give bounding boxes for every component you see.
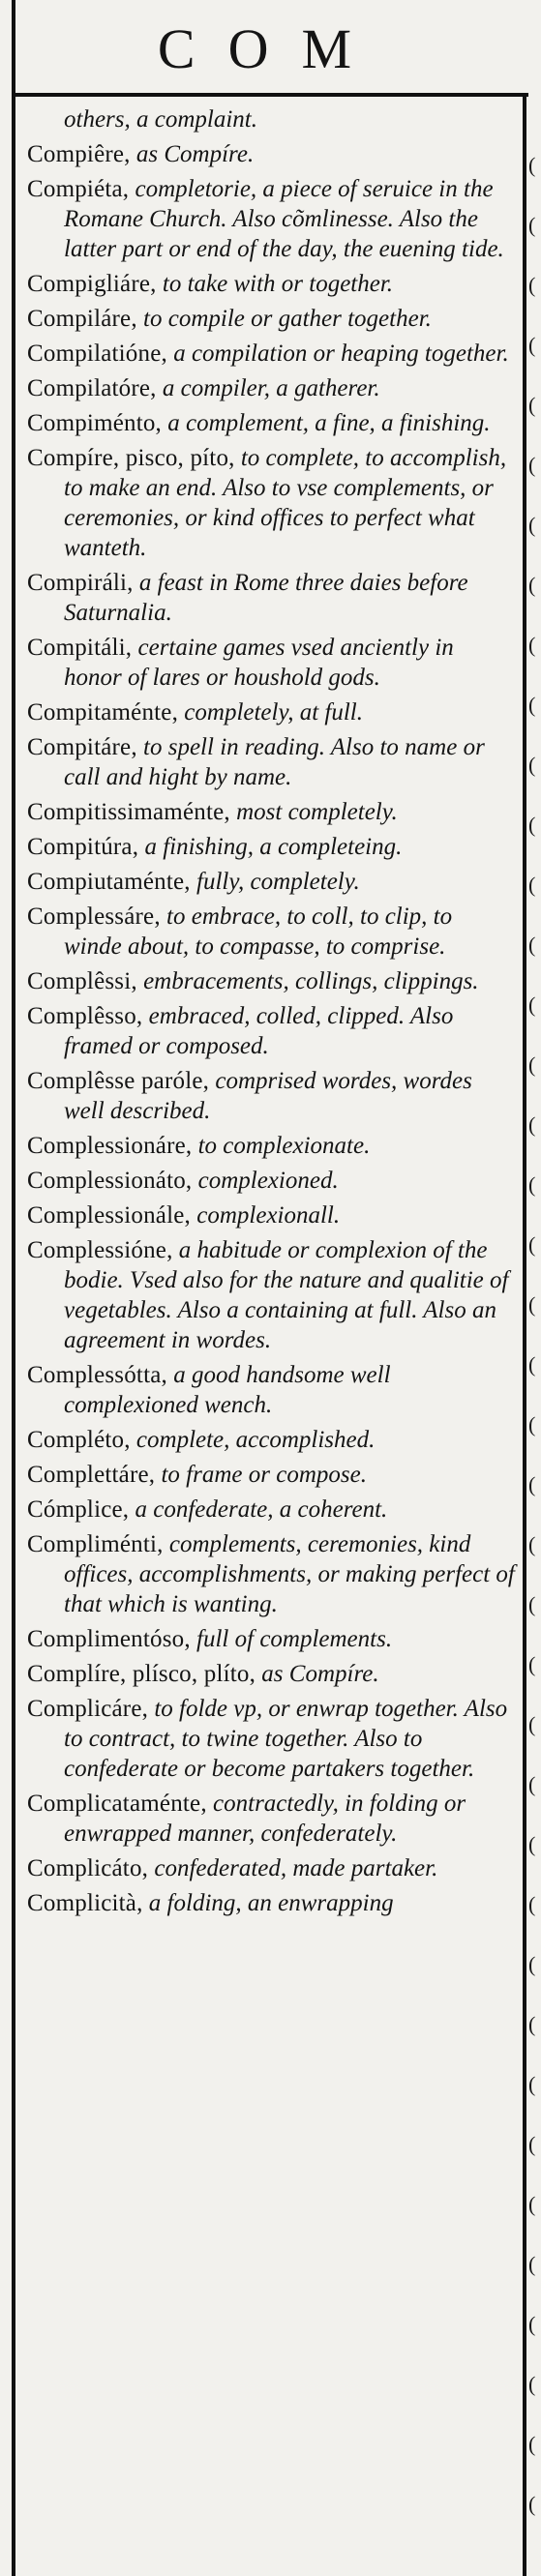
entry-definition: to take with or together. [162,271,394,297]
entry-headword: Compiláre, [27,306,137,332]
entry-headword: Compiéta, [27,176,130,202]
entry-definition: to compile or gather together. [143,306,432,332]
clipped-glyph: ( [528,1952,536,1976]
header-rule [12,93,528,97]
entry-headword: Compitaménte, [27,699,179,725]
entry-definition: certaine games vsed anciently in honor of lares or houshold gods. [64,635,454,691]
dictionary-entry [27,1789,516,1849]
entry-definition: as Compíre. [135,141,255,167]
entry-headword: Complicáto, [27,1855,149,1881]
dictionary-entry [27,373,516,403]
dictionary-entry [27,1888,516,1918]
entry-headword: Complêsso, [27,1003,143,1029]
clipped-glyph: ( [528,333,536,357]
dictionary-entry [27,1694,516,1784]
entry-headword: Complicataménte, [27,1791,207,1817]
dictionary-column [27,104,516,1923]
clipped-glyph: ( [528,2072,536,2096]
page-header [0,0,541,97]
clipped-glyph: ( [528,513,536,537]
dictionary-entry [27,139,516,169]
entry-definition: a confederate, a coherent. [135,1496,388,1523]
clipped-glyph: ( [528,693,536,717]
entry-headword: Complicáre, [27,1696,149,1722]
clipped-glyph: ( [528,2192,536,2216]
entry-definition: to embrace, to coll, to clip, to winde about, to compasse, to comprise. [64,903,453,960]
dictionary-entry [27,1131,516,1161]
clipped-glyph: ( [528,1052,536,1077]
clipped-glyph: ( [528,2252,536,2276]
entry-definition: others, a complaint. [64,106,257,133]
clipped-glyph: ( [528,1472,536,1496]
dictionary-entry [27,732,516,792]
dictionary-entry [27,1235,516,1355]
dictionary-entry [27,1529,516,1619]
clipped-glyph: ( [528,2132,536,2156]
entry-headword: Compilatióne, [27,341,167,367]
dictionary-entry [27,174,516,264]
entry-headword: Compitúra, [27,834,139,860]
clipped-glyph: ( [528,1892,536,1916]
clipped-glyph: ( [528,393,536,417]
entry-headword: Compitáli, [27,635,133,661]
right-column-rule [523,97,526,2576]
dictionary-entry [27,1624,516,1654]
dictionary-entry [27,1425,516,1455]
dictionary-entry [27,1360,516,1420]
entry-headword: Complêsse paróle, [27,1068,210,1094]
entry-definition: completorie, a piece of seruice in the Romane Church. Also cõmlinesse. Also the latter part or end of the day, the euening tide. [64,176,504,262]
entry-definition: complexioned. [197,1168,339,1194]
entry-headword: Compitissimaménte, [27,799,230,825]
entry-headword: Complessióne, [27,1237,173,1263]
clipped-glyph: ( [528,1772,536,1796]
dictionary-entry [27,408,516,438]
clipped-glyph: ( [528,1232,536,1257]
dictionary-entry [27,104,516,134]
dictionary-entry [27,902,516,962]
entry-definition: to folde vp, or enwrap together. Also to contract, to twine together. Also to confederate or become partakers together. [64,1696,508,1782]
clipped-glyph: ( [528,753,536,777]
entry-definition: a compilation or heaping together. [173,341,509,367]
entry-headword: Complessionáto, [27,1168,193,1194]
dictionary-entry [27,1460,516,1490]
clipped-glyph: ( [528,992,536,1017]
entry-definition: to frame or compose. [161,1462,367,1488]
clipped-glyph: ( [528,1112,536,1137]
clipped-glyph: ( [528,2012,536,2036]
clipped-glyph: ( [528,1412,536,1436]
entry-definition: a good handsome well complexioned wench. [64,1362,391,1418]
clipped-glyph: ( [528,573,536,597]
dictionary-entry [27,1001,516,1061]
dictionary-entry [27,697,516,727]
entry-definition: full of complements. [196,1626,393,1652]
dictionary-entry [27,1066,516,1126]
clipped-glyph: ( [528,933,536,957]
entry-definition: a compiler, a gatherer. [162,375,380,401]
entry-definition: to spell in reading. Also to name or call and hight by name. [64,734,485,790]
entry-headword: Complimentóso, [27,1626,191,1652]
dictionary-entry [27,443,516,563]
entry-definition: confederated, made partaker. [154,1855,438,1881]
entry-definition: a habitude or complexion of the bodie. Vsed also for the nature and qualitie of vegetables. Also a containing at full. Also an agreement in wordes. [64,1237,509,1353]
clipped-glyph: ( [528,873,536,897]
dictionary-entry [27,966,516,996]
entry-definition: most completely. [236,799,398,825]
clipped-glyph: ( [528,2432,536,2456]
entry-headword: Compiménto, [27,410,163,436]
clipped-glyph: ( [528,813,536,837]
clipped-glyph: ( [528,1832,536,1856]
dictionary-entry [27,1200,516,1230]
entry-definition: contractedly, in folding or enwrapped manner, confederately. [64,1791,466,1847]
entry-headword: Compiêre, [27,141,131,167]
entry-headword: Compigliáre, [27,271,157,297]
entry-headword: Complicità, [27,1890,143,1916]
clipped-glyph: ( [528,633,536,657]
dictionary-entry [27,1166,516,1196]
clipped-glyph: ( [528,1532,536,1556]
entry-definition: a folding, an enwrapping [148,1890,394,1916]
dictionary-entry [27,304,516,334]
entry-headword: Compíre, pisco, píto, [27,445,235,471]
entry-headword: Complettáre, [27,1462,156,1488]
adjacent-column-edge [528,97,541,2576]
dictionary-entry [27,832,516,862]
left-column-rule [12,0,15,2576]
dictionary-entry [27,633,516,693]
clipped-glyph: ( [528,2372,536,2396]
entry-definition: a complement, a fine, a finishing. [167,410,491,436]
entry-headword: Compléto, [27,1427,131,1453]
entry-definition: completely, at full. [184,699,363,725]
clipped-glyph: ( [528,1352,536,1377]
entry-definition: to complexionate. [197,1133,371,1159]
clipped-glyph: ( [528,273,536,297]
dictionary-entry [27,1495,516,1525]
entry-headword: Complessionále, [27,1202,191,1229]
entry-definition: complexionall. [196,1202,341,1229]
entry-headword: Complessótta, [27,1362,167,1388]
entry-headword: Compilatóre, [27,375,157,401]
entry-definition: complements, ceremonies, kind offices, accomplishments, or making perfect of that which is wanting. [64,1531,515,1617]
dictionary-entry [27,568,516,628]
entry-definition: to complete, to accomplish, to make an end. Also to vse complements, or ceremonies, or kind offices to perfect what wanteth. [64,445,507,561]
clipped-glyph: ( [528,153,536,177]
dictionary-entry [27,1659,516,1689]
entry-headword: Compiutaménte, [27,869,191,895]
entry-headword: Complessáre, [27,903,161,930]
entry-headword: Cómplice, [27,1496,130,1523]
entry-headword: Complessionáre, [27,1133,193,1159]
clipped-glyph: ( [528,1652,536,1676]
clipped-glyph: ( [528,1712,536,1736]
entry-headword: Compitáre, [27,734,137,760]
running-head: COM [157,17,385,80]
clipped-glyph: ( [528,1292,536,1317]
clipped-glyph: ( [528,1592,536,1616]
dictionary-entry [27,867,516,897]
entry-definition: comprised wordes, wordes well described. [64,1068,472,1124]
entry-headword: Compiráli, [27,570,134,596]
entry-headword: Complíre, plísco, plíto, [27,1661,256,1687]
dictionary-entry [27,269,516,299]
clipped-glyph: ( [528,1172,536,1197]
dictionary-entry [27,1853,516,1883]
entry-definition: embraced, colled, clipped. Also framed or composed. [64,1003,454,1059]
clipped-glyph: ( [528,213,536,237]
entry-definition: embracements, collings, clippings. [143,968,479,994]
entry-definition: a finishing, a completeing. [144,834,403,860]
clipped-glyph: ( [528,2312,536,2336]
entry-definition: fully, completely. [196,869,360,895]
dictionary-entry [27,339,516,369]
entry-definition: complete, accomplished. [135,1427,376,1453]
clipped-glyph: ( [528,453,536,477]
dictionary-entry [27,797,516,827]
entry-definition: a feast in Rome three daies before Saturnalia. [64,570,468,626]
entry-headword: Complêssi, [27,968,137,994]
entry-definition: as Compíre. [261,1661,379,1687]
clipped-glyph: ( [528,2492,536,2516]
entry-headword: Compliménti, [27,1531,164,1557]
